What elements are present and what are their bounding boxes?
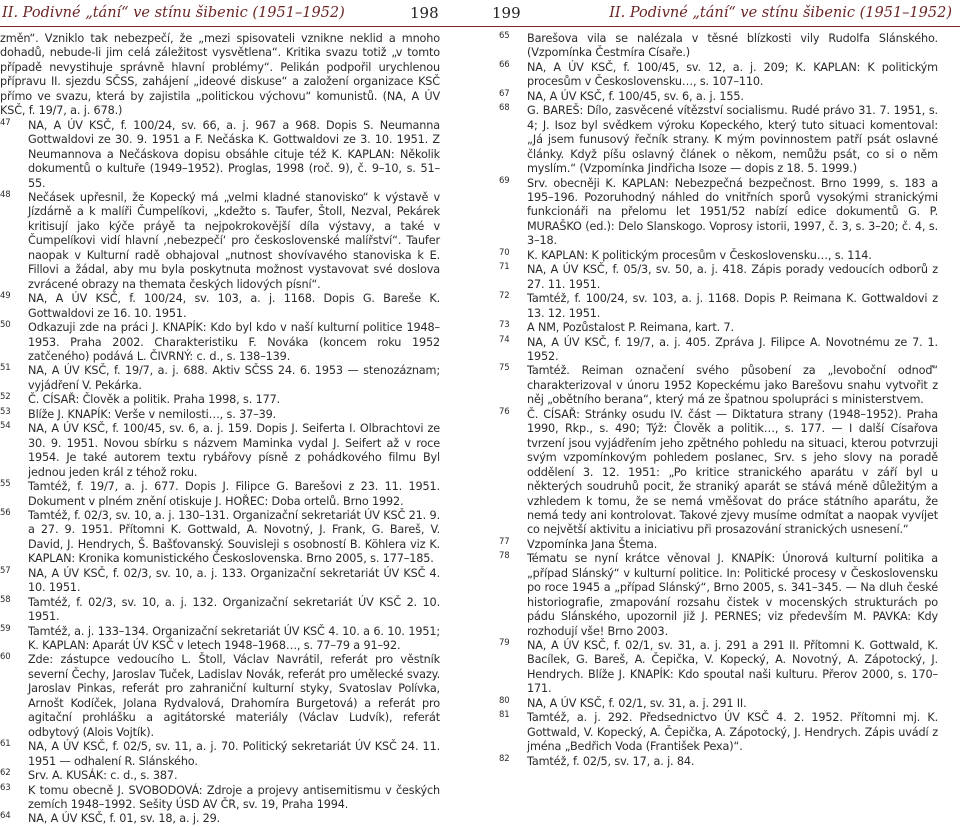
footnote-number: 76 [499,406,510,417]
footnote-number: 82 [499,753,510,764]
running-title: II. Podivné „tání“ ve stínu šibenic (1951–1952) [609,5,952,21]
footnote-number: 73 [499,320,510,331]
footnote-number: 54 [0,421,11,432]
footnote-number: 66 [499,59,510,70]
page-header [0,0,480,27]
footnote-text: NA, A ÚV KSČ, f. 02/1, sv. 31, a. j. 291 a 291 II. Přítomni K. Gottwald, K. Bacílek, G. Bareš, A. Čepička, V. Kopecký, A. Novotný, A. Zápotocký, J. Hendrych. Blíže J. KNAPÍK: Kdo spoutal naši kulturu. Přerov 2000, s. 170–171. [527,639,938,696]
footnote [499,321,938,335]
footnote [499,552,938,639]
footnote-text: NA, A ÚV KSČ, f. 02/1, sv. 31, a. j. 291 II. [527,696,747,710]
footnote-number: 59 [0,623,11,634]
footnote-text: Tamtéž, f. 02/3, sv. 10, a. j. 130–131. Organizační sekretariát ÚV KSČ 21. 9. a 27. 9. 1951. Přítomni K. Gottwald, A. Novotný, J. Frank, G. Bareš, V. David, J. Hendrych, Š. Bašťovanský. Souvisleji s osobností B. Köhlera viz K. KAPLAN: Kronika komunistického Československa. Brno 2005, s. 177–185. [28,508,440,566]
footnote-text: NA, A ÚV KSČ, f. 01, sv. 18, a. j. 29. [28,812,221,826]
left-page [0,0,480,826]
footnote-text: Srv. A. KUSÁK: c. d., s. 387. [28,769,178,783]
footnote-number: 70 [499,247,510,258]
footnote-number: 60 [0,652,11,663]
footnote [0,191,440,292]
page-number: 198 [410,4,439,22]
footnote [499,104,938,176]
footnote-text: K tomu obecně J. SVOBODOVÁ: Zdroje a projevy antisemitismu v českých zemích 1948–1992. Sešity ÚSD AV ČR, sv. 19, Praha 1994. [28,783,440,812]
footnote-text: Barešova vila se nalézala v těsné blízkosti vily Rudolfa Slánského. (Vzpomínka Čestmíra Císaře.) [527,32,938,60]
footnote [499,61,938,90]
footnote-number: 74 [499,334,510,345]
footnote-text: NA, A ÚV KSČ, f. 19/7, a. j. 688. Aktiv SČSS 24. 6. 1953 — stenozáznam; vyjádření V. Pekárka. [28,364,440,392]
footnote-number: 55 [0,479,11,490]
footnote-text: NA, A ÚV KSČ, f. 100/45, sv. 6, a. j. 155. [527,89,744,103]
footnote [0,408,440,422]
footnote-text: Č. CÍSAŘ: Stránky osudu IV. část — Diktatura strany (1948–1952). Praha 1990, Rkp., s. 490; Týž: Člověk a politik…, s. 177. — I další Císařova tvrzení jsou vyjádřením jeho zpětného pohledu na situaci, kterou potvrzuji svým vzpomínkovým pohledem poslanec, Srv. s jeho slovy na poradě oddělení 3. 12. 1951: „Po kritice stranického aparátu v září byl u některých soudruhů pocit, že straniký aparát se stává méně důležitým a vzhledem k tomu, že se nemá vměšovat do práce státního aparátu, že nemá tedy ani kontrolovat. Takové zjevy musíme odmítat a naopak vyvíjet co největší aktivitu a iniciativu při prosazování stranických usnesení.“ [527,407,938,537]
footnotes-column [0,32,440,827]
footnote-text: NA, A ÚV KSČ, f. 02/3, sv. 10, a. j. 133. Organizační sekretariát ÚV KSČ 4. 10. 1951. [28,566,440,595]
footnote [499,697,938,711]
footnote-number: 63 [0,782,11,793]
footnote-text: NA, A ÚV KSČ, f. 100/24, sv. 103, a. j. 1168. Dopis G. Bareše K. Gottwaldovi ze 16. 10. 1951. [28,292,440,320]
footnote-number: 81 [499,710,510,721]
footnote [0,653,440,740]
footnote-text: K. KAPLAN: K politickým procesům v Československu…, s. 114. [527,248,872,262]
footnote-number: 57 [0,565,11,576]
footnote-number: 71 [499,262,510,273]
footnote-text: Č. CÍSAŘ: Člověk a politik. Praha 1998, s. 177. [28,393,281,407]
footnote [0,119,440,191]
footnote [0,740,440,769]
footnote-text: Odkazuji zde na práci J. KNAPÍK: Kdo byl kdo v naší kulturní politice 1948–1953. Praha 2002. Charakteristiku F. Nováka (koncem roku 1952 zatčeného) podává L. ČIVRNÝ: c. d., s. 138–139. [28,321,440,363]
footnote-number: 48 [0,189,11,200]
footnote-number: 47 [0,117,11,128]
footnote [0,769,440,783]
footnote-number: 67 [499,88,510,99]
footnote-text: Tématu se nyní krátce věnoval J. KNAPÍK: Únorová kulturní politika a „případ Slánský“ v kulturní politice. In: Politické procesy v Československu po roce 1945 a „případ Slánský“, Brno 2005, s. 341–345. — Na dluh české historiografie, zmapování rozsahu čistek v mocenských strukturách po pádu Slánského, upozornil již J. PERNES; viz především M. PAVKA: Kdy rozhodují vše! Brno 2003. [527,552,938,638]
footnote-number: 62 [0,768,11,779]
footnote-text: NA, A ÚV KSČ, f. 19/7, a. j. 405. Zpráva J. Filipce A. Novotnému ze 7. 1. 1952. [527,335,938,363]
page-header [480,0,960,27]
footnote [0,292,440,321]
footnote [0,364,440,393]
footnote-text: Srv. obecněji K. KAPLAN: Nebezpečná bezpečnost. Brno 1999, s. 183 a 195–196. Pozoruhodný náhled do vnitřních sporů vysokými stranickými funkcionáři na přelomu let 1951/52 nabízí edice dokumentů G. P. MURAŠKO (ed.): Delo Slanskogo. Voprosy istorii, 1997, č. 3, s. 3–20; č. 4, s. 3–18. [527,176,938,248]
footnote-number: 53 [0,406,11,417]
footnote [499,711,938,754]
footnote-number: 78 [499,551,510,562]
footnote-number: 77 [499,536,510,547]
footnote [499,90,938,104]
continued-note: změn“. Vzniklo tak nebezpečí, že „mezi spisovateli vznikne neklid a mnoho dohadů, nebude-li jim celá záležitost vysvětlena“. Kritika svazu totiž „v tomto případě nevystihuje správně hlavní problémy“. Pelikán podpořil urychlenou přípravu II. sjezdu SČSS, zahájení „ideové diskuse“ a založení organizace KSČ přímo ve svazu, která by zajistila „politickou výchovu“ komunistů. (NA, A ÚV KSČ, f. 19/7, a. j. 678.) [0,32,440,118]
footnote-text: Tamtéž, f. 100/24, sv. 103, a. j. 1168. Dopis P. Reimana K. Gottwaldovi z 13. 12. 1951. [527,292,938,320]
right-page [480,0,960,768]
footnote-number: 65 [499,31,510,41]
running-title: II. Podivné „tání“ ve stínu šibenic (1951–1952) [2,5,345,21]
footnote-number: 69 [499,175,510,186]
footnote-number: 56 [0,507,11,518]
footnotes-column [499,32,938,769]
footnote-text: G. BAREŠ: Dílo, zasvěcené vítězství socialismu. Rudé právo 31. 7. 1951, s. 4; J. Isoz byl svědkem výroku Kopeckého, který tuto situaci komentoval: „Já jsem funusový řečník strany. K mým povinnostem patří psát oslavné články. Když píšu oslavný článek o někom, nemůžu psát, co si o něm myslím.“ (Vzpomínka Jindřicha Isoze — dopis z 18. 5. 1999.) [527,104,938,176]
footnote-text: NA, A ÚV KSČ, f. 100/45, sv. 6, a. j. 159. Dopis J. Seiferta I. Olbrachtovi ze 30. 9. 1951. Novou sbírku s názvem Maminka vydal J. Seifert až v roce 1954. Je také autorem textu rybářovy písně z pohádkového filmu Byl jednou jeden král z téhož roku. [28,422,440,479]
footnote [0,784,440,813]
footnote-number: 52 [0,392,11,403]
footnote [499,755,938,769]
footnote-number: 58 [0,594,11,605]
footnote [499,364,938,407]
footnote [499,336,938,365]
footnote-number: 51 [0,363,11,374]
footnote-text: NA, A ÚV KSČ, f. 05/3, sv. 50, a. j. 418. Zápis porady vedoucích odborů z 27. 11. 1951. [527,263,938,291]
footnote [499,249,938,263]
footnote [499,538,938,552]
footnote [0,812,440,826]
footnote-text: Tamtéž, a. j. 133–134. Organizační sekretariát ÚV KSČ 4. 10. a 6. 10. 1951; K. KAPLAN: Aparát ÚV KSČ v letech 1948–1968…, s. 77–79 a 91–92. [28,624,440,653]
footnote-number: 68 [499,103,510,114]
footnote-number: 72 [499,291,510,302]
footnote-text: Nečásek upřesnil, že Kopecký má „velmi kladné stanovisko“ k výstavě v Jízdárně a k malíři Čumpelíkovi, „kdežto s. Taufer, Štoll, Nezval, Pekárek kritisují jako kýče práyě ta nejpokrokovější díla výstavy, a také v Čumpelíkovi vidí hlavní ‚nebezpečí‘ pro československé malířství“. Taufer naopak v Kulturní radě obhajoval „nutnost shovívavého stanoviska k E. Fillovi a žádal, aby mu byla poskytnuta možnost vystavovat své doslova zvrácené obrazy na themata českých lidových písní“. [28,190,440,291]
footnote-text: Tamtéž, f. 19/7, a. j. 677. Dopis J. Filipce G. Barešovi z 23. 11. 1951. Dokument v plném znění otiskuje J. HOŘEC: Doba ortelů. Brno 1992. [28,480,440,508]
footnote [499,177,938,249]
footnote-number: 50 [0,320,11,331]
footnote [0,509,440,567]
footnote-text: Blíže J. KNAPÍK: Verše v nemilosti…, s. 37–39. [28,407,277,421]
footnote-text: Vzpomínka Jana Štema. [527,537,658,551]
footnote-number: 49 [0,291,11,302]
footnote-text: Tamtéž, f. 02/3, sv. 10, a. j. 132. Organizační sekretariát ÚV KSČ 2. 10. 1951. [28,595,440,624]
footnote-number: 79 [499,638,510,649]
footnote [0,625,440,654]
footnote [0,321,440,364]
footnote [0,567,440,596]
footnote [0,393,440,407]
footnote [0,480,440,509]
footnote-number: 61 [0,739,11,750]
footnote [499,408,938,538]
footnote [0,422,440,480]
footnote [499,292,938,321]
footnote-text: NA, A ÚV KSČ, f. 02/5, sv. 11, a. j. 70. Politický sekretariát ÚV KSČ 24. 11. 1951 — odhalení R. Slánského. [28,740,440,768]
footnote-text: Zde: zástupce vedoucího L. Štoll, Václav Navrátil, referát pro věstník severní Čechy, Jaroslav Tuček, Ladislav Novák, referát pro umělecké svazy. Jaroslav Pinkas, referát pro zahraniční kulturní styky, Svatoslav Polívka, Arnošt Kodíček, Jolana Rydvalová, Drahomíra Burgetová) a referát pro agitační prohlášku a agitátorské materiály (Václav Ludvík), referát odbytový (Alois Vojtík). [28,653,440,739]
footnote-number: 75 [499,363,510,374]
footnote [499,263,938,292]
footnote-text: Tamtéž, a. j. 292. Předsednictvo ÚV KSČ 4. 2. 1952. Přítomni mj. K. Gottwald, V. Kopecký, A. Čepička, A. Zápotocký, J. Hendrych. Zápis uvádí z jména „Bedřich Voda (František Pexa)“. [527,711,938,754]
footnote-text: NA, A ÚV KSČ, f. 100/45, sv. 12, a. j. 209; K. KAPLAN: K politickým procesům v Československu…, s. 107–110. [527,60,938,89]
footnote-text: Tamtéž, f. 02/5, sv. 17, a. j. 84. [527,754,695,768]
footnote-text: NA, A ÚV KSČ, f. 100/24, sv. 66, a. j. 967 a 968. Dopis S. Neumanna Gottwaldovi ze 30. 9. 1951 a F. Nečáska K. Gottwaldovi ze 3. 10. 1951. Z Neumannova a Nečáskova dopisu obsáhle cituje též K. KAPLAN: Několik dokumentů o kultuře (1949–1952). Proglas, 1998 (roč. 9), č. 9–10, s. 51–55. [28,118,440,190]
footnote-text: Tamtéž. Reiman označení svého působení za „levoboční odnoď“ charakterizoval v únoru 1952 Kopeckému jako Barešovu snahu vytvořit z něj „obětního berana“, který má ze špatnou spolupráci s ministerstvem. [527,364,938,407]
footnote-number: 80 [499,695,510,706]
page-number: 199 [492,4,521,22]
footnote [499,32,938,61]
footnote-number: 64 [0,811,11,822]
footnote [0,596,440,625]
footnote-text: A NM, Pozůstalost P. Reimana, kart. 7. [527,321,734,335]
footnote [499,639,938,697]
